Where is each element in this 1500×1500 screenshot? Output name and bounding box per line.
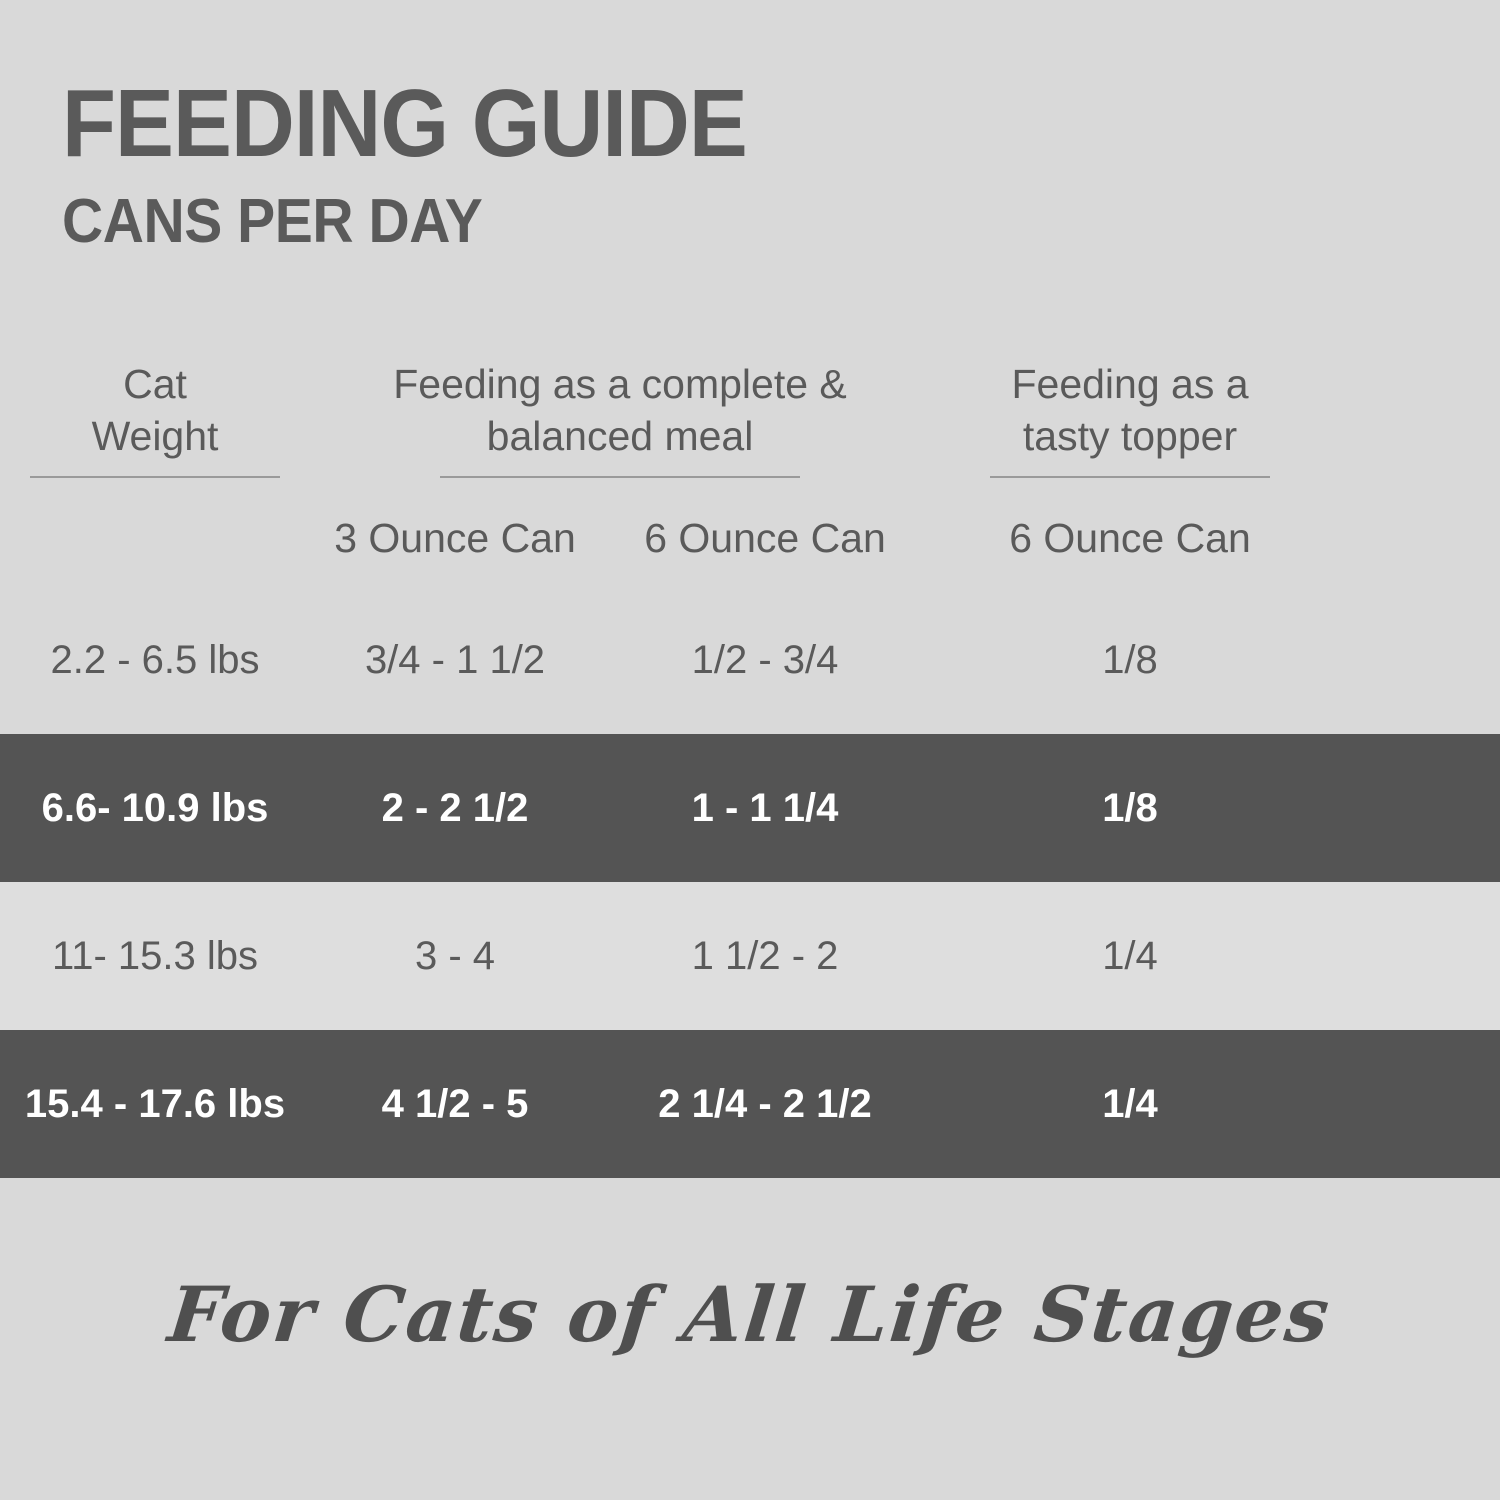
table-row — [0, 586, 1500, 734]
header-tasty-topper — [930, 340, 1330, 478]
header-complete-balanced-meal — [310, 340, 930, 478]
header-rule-meal — [440, 476, 800, 478]
cell-topper: 1/4 — [1102, 1082, 1158, 1126]
cell-3-ounce-can: 4 1/2 - 5 — [381, 1082, 529, 1126]
cell-6-ounce-can: 2 1/4 - 2 1/2 — [658, 1082, 872, 1126]
cell-weight: 11- 15.3 lbs — [51, 934, 259, 978]
table-row — [0, 734, 1500, 882]
cell-topper: 1/8 — [1102, 638, 1158, 682]
subheader-topper-6-ounce-can — [930, 516, 1330, 560]
page-subtitle: CANS PER DAY — [62, 187, 483, 256]
header-rule-weight — [30, 476, 280, 478]
header-rule-topper — [990, 476, 1270, 478]
cell-3-ounce-can: 3/4 - 1 1/2 — [364, 638, 546, 682]
cell-weight: 6.6- 10.9 lbs — [41, 786, 269, 830]
cell-topper: 1/4 — [1102, 934, 1158, 978]
table-row — [0, 882, 1500, 1030]
footer — [0, 1270, 1500, 1359]
header-cat-weight — [0, 340, 310, 478]
title-block — [62, 70, 806, 256]
table-header-row — [0, 340, 1500, 490]
cell-weight: 2.2 - 6.5 lbs — [50, 638, 260, 682]
cell-6-ounce-can: 1 1/2 - 2 — [691, 934, 839, 978]
header-cat-weight-line2: Weight — [91, 413, 219, 459]
subheader-topper-6-ounce-can-label: 6 Ounce Can — [1009, 515, 1251, 561]
cell-weight: 15.4 - 17.6 lbs — [24, 1082, 286, 1126]
cell-3-ounce-can: 3 - 4 — [414, 934, 496, 978]
cell-topper: 1/8 — [1102, 786, 1158, 830]
header-cat-weight-line1: Cat — [123, 361, 187, 407]
footer-tagline: For Cats of All Life Stages — [164, 1270, 1336, 1359]
cell-3-ounce-can: 2 - 2 1/2 — [381, 786, 529, 830]
subheader-6-ounce-can — [600, 516, 930, 560]
feeding-table — [0, 340, 1500, 1178]
subheader-3-ounce-can-label: 3 Ounce Can — [334, 515, 576, 561]
header-meal-line2: balanced meal — [486, 413, 754, 459]
cell-6-ounce-can: 1/2 - 3/4 — [691, 638, 839, 682]
header-topper-line2: tasty topper — [1022, 413, 1238, 459]
subheader-6-ounce-can-label: 6 Ounce Can — [644, 515, 886, 561]
table-row — [0, 1030, 1500, 1178]
header-meal-line1: Feeding as a complete & — [393, 361, 847, 407]
subheader-3-ounce-can — [310, 516, 600, 560]
header-topper-line1: Feeding as a — [1011, 361, 1249, 407]
page-title: FEEDING GUIDE — [62, 70, 747, 177]
table-subheader-row — [0, 490, 1500, 586]
cell-6-ounce-can: 1 - 1 1/4 — [691, 786, 839, 830]
